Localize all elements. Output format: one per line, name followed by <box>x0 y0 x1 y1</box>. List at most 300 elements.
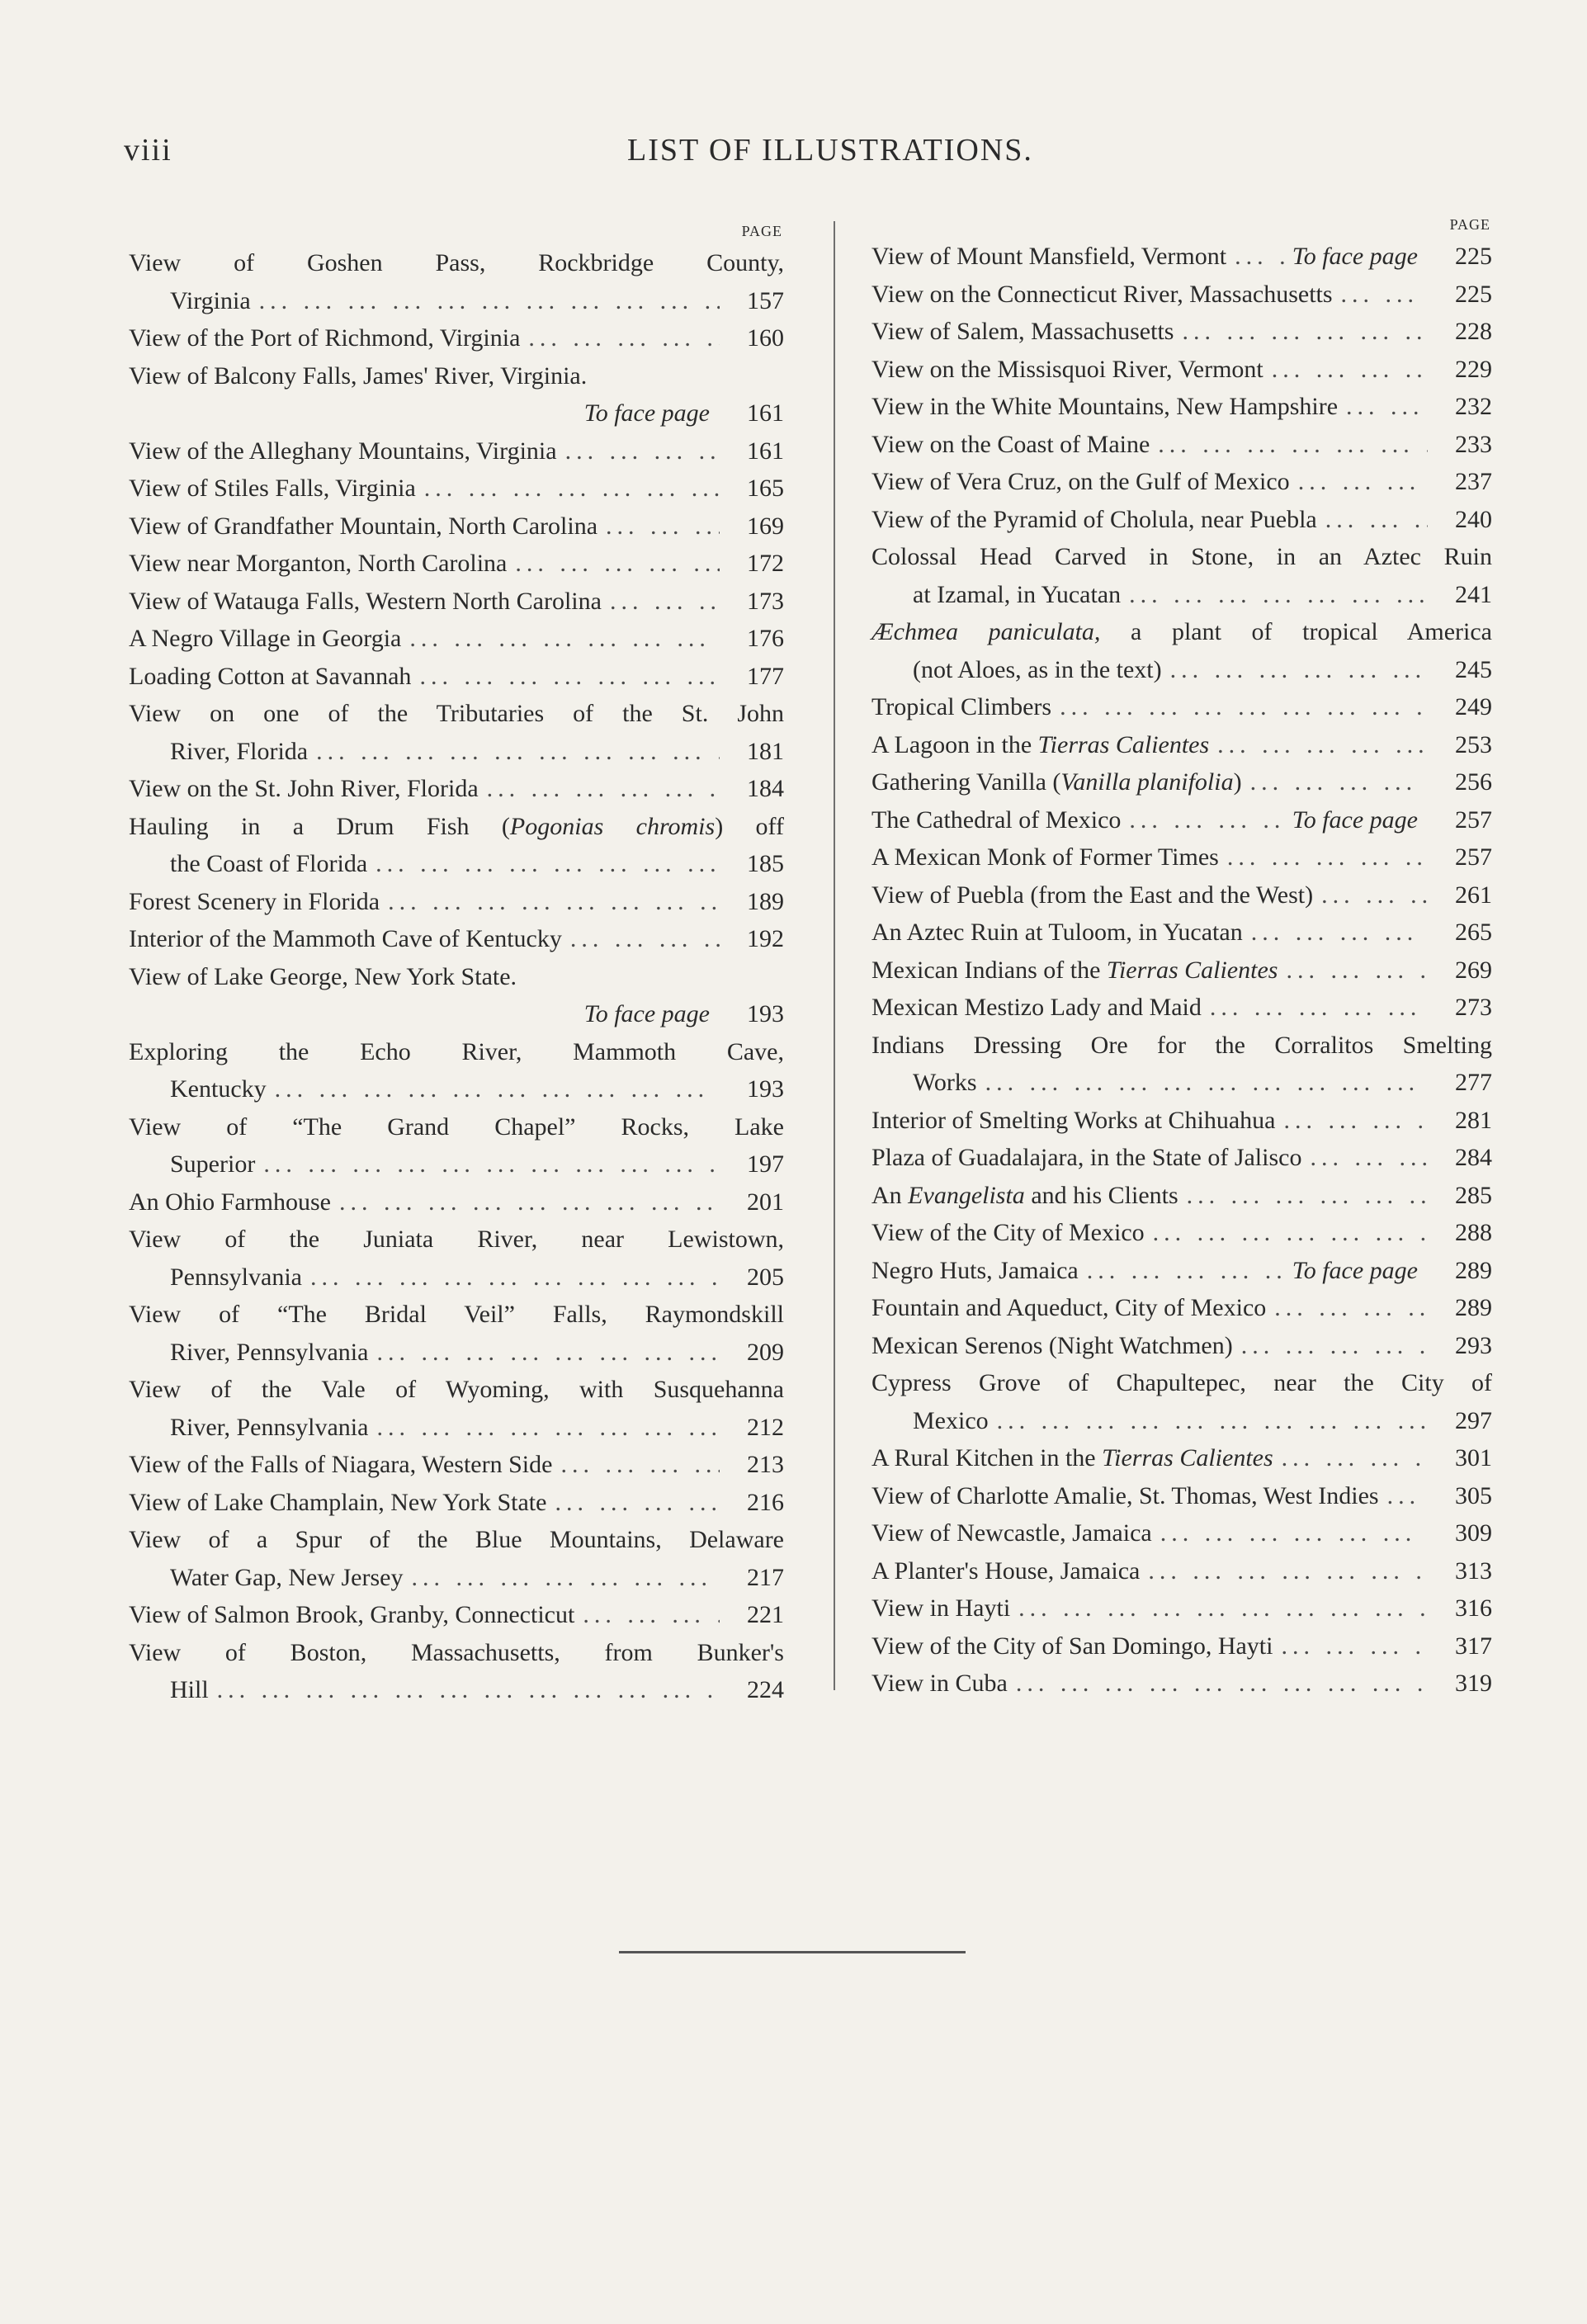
page-number: 224 <box>747 1676 784 1703</box>
dot-leader <box>1321 876 1428 914</box>
entry-continuation-line <box>129 394 784 432</box>
illustration-entry <box>129 1484 784 1522</box>
entry-line <box>871 313 1492 351</box>
illustration-entry <box>129 508 784 546</box>
entry-line <box>871 1665 1492 1703</box>
page-number: 297 <box>1455 1406 1492 1434</box>
page-number: 305 <box>1455 1481 1492 1509</box>
page-number: 313 <box>1455 1556 1492 1585</box>
illustration-entry <box>129 357 784 432</box>
entry-title: View on the St. John River, Florida <box>129 775 479 802</box>
page-number: 193 <box>747 1075 784 1103</box>
entry-title: Indians Dressing Ore for the Corralitos Smelting <box>871 1031 1492 1059</box>
entry-line <box>871 351 1492 389</box>
illustration-entry <box>129 808 784 883</box>
entry-title: View of Stiles Falls, Virginia <box>129 475 416 502</box>
illustration-entry <box>129 1183 784 1221</box>
dot-leader <box>560 1446 720 1484</box>
entry-line <box>129 620 784 658</box>
entry-line <box>129 583 784 621</box>
dot-leader <box>1310 1139 1428 1177</box>
page-number: 177 <box>747 662 784 690</box>
entry-title: View of Charlotte Amalie, St. Thomas, West Indies <box>871 1481 1379 1509</box>
entry-line <box>129 1521 784 1559</box>
dot-leader <box>555 1484 720 1522</box>
illustration-entry <box>129 658 784 696</box>
entry-line <box>129 1108 784 1146</box>
entry-title: View on the Connecticut River, Massachusetts <box>871 280 1333 308</box>
entry-title: View of “The Bridal Veil” Falls, Raymondskill <box>129 1301 784 1328</box>
dot-leader <box>1346 388 1428 426</box>
entry-continuation-line <box>129 1671 784 1709</box>
illustration-list-left <box>129 244 784 1709</box>
entry-continuation-line <box>129 1409 784 1447</box>
illustration-entry <box>129 1521 784 1596</box>
entry-title <box>871 613 1492 651</box>
entry-continuation-line <box>129 733 784 771</box>
entry-title: View of Newcastle, Jamaica <box>871 1519 1152 1547</box>
illustration-entry <box>871 801 1492 839</box>
page-number: 225 <box>1455 243 1492 270</box>
entry-title: Mexican Serenos (Night Watchmen) <box>871 1331 1233 1359</box>
entry-title-text: Hauling in a Drum Fish ( <box>129 812 510 840</box>
entry-title: Mexican Mestizo Lady and Maid <box>871 994 1202 1021</box>
illustration-entry <box>129 1108 784 1183</box>
entry-line <box>129 432 784 470</box>
page-number: 212 <box>747 1413 784 1441</box>
entry-line <box>129 770 784 808</box>
page-number: 225 <box>1455 280 1492 308</box>
entry-title-italic: Tierras Calientes <box>1037 730 1210 758</box>
entry-line <box>871 426 1492 464</box>
illustration-entry <box>871 1327 1492 1365</box>
entry-line <box>871 463 1492 501</box>
entry-line <box>871 388 1492 426</box>
entry-line <box>871 1477 1492 1515</box>
entry-title-italic: Tierras Calientes <box>1102 1444 1273 1471</box>
page-number: 265 <box>1455 919 1492 946</box>
entry-line <box>129 1033 784 1071</box>
entry-title: Negro Huts, Jamaica <box>871 1256 1079 1284</box>
page-number: 189 <box>747 887 784 915</box>
entry-title: Colossal Head Carved in Stone, in an Aztec Ruin <box>871 543 1492 570</box>
entry-title-continued: Mexico <box>913 1406 989 1434</box>
page-number: 261 <box>1455 881 1492 909</box>
dot-leader <box>610 583 720 621</box>
entry-line <box>871 1364 1492 1402</box>
illustration-entry <box>871 1514 1492 1552</box>
dot-leader <box>375 845 720 883</box>
page-number: 193 <box>747 1000 784 1027</box>
entry-title <box>871 952 1278 990</box>
dot-leader <box>1153 1214 1428 1252</box>
entry-title-continued: Virginia <box>170 286 251 314</box>
illustration-entry <box>129 244 784 319</box>
entry-line <box>871 1439 1492 1477</box>
dot-leader <box>1129 801 1283 839</box>
entry-line <box>129 1446 784 1484</box>
dot-leader <box>1250 763 1428 801</box>
dot-leader <box>259 282 720 320</box>
entry-title: An Ohio Farmhouse <box>129 1188 331 1216</box>
dot-leader <box>1129 576 1428 614</box>
dot-leader <box>419 658 720 696</box>
page-number: 256 <box>1455 768 1492 796</box>
page-number: 157 <box>747 286 784 314</box>
entry-line <box>871 801 1492 839</box>
entry-title: View of Salmon Brook, Granby, Connecticut <box>129 1601 575 1628</box>
entry-title-continued: Pennsylvania <box>170 1263 302 1291</box>
entry-title: View of Grandfather Mountain, North Carolina <box>129 512 598 540</box>
entry-line <box>871 1589 1492 1627</box>
illustration-entry <box>871 613 1492 688</box>
end-rule <box>619 1951 966 1953</box>
illustration-entry <box>129 545 784 583</box>
illustration-entry <box>871 463 1492 501</box>
entry-title-continued: at Izamal, in Yucatan <box>913 580 1122 608</box>
entry-title <box>871 1439 1273 1477</box>
entry-title: View of the Juniata River, near Lewistown, <box>129 1226 784 1253</box>
entry-continuation-line <box>129 1259 784 1297</box>
page-number: 201 <box>747 1188 784 1216</box>
page-number: 216 <box>747 1488 784 1516</box>
entry-title: Plaza of Guadalajara, in the State of Jalisco <box>871 1144 1302 1171</box>
dot-leader <box>376 1409 720 1447</box>
page-column-heading: PAGE <box>741 223 782 239</box>
page-number: 161 <box>747 399 784 427</box>
entry-title: View of the Pyramid of Cholula, near Puebla <box>871 505 1317 533</box>
entry-line <box>871 276 1492 314</box>
dot-leader <box>1274 1289 1428 1327</box>
page-number: 221 <box>747 1601 784 1628</box>
page-number: 285 <box>1455 1181 1492 1209</box>
entry-line <box>129 545 784 583</box>
illustration-entry <box>871 313 1492 351</box>
entry-title-continued: (not Aloes, as in the text) <box>913 655 1162 683</box>
entry-title: Cypress Grove of Chapultepec, near the City of <box>871 1369 1492 1396</box>
illustration-entry <box>871 1589 1492 1627</box>
entry-title-continued: Hill <box>170 1676 209 1703</box>
page-number: 289 <box>1455 1294 1492 1321</box>
entry-title: View of Goshen Pass, Rockbridge County, <box>129 249 784 276</box>
page-number: 277 <box>1455 1069 1492 1096</box>
page-number: 209 <box>747 1338 784 1366</box>
entry-title-continued: Works <box>913 1069 977 1096</box>
entry-title-italic: Tierras Calientes <box>1106 956 1278 984</box>
page-number: 293 <box>1455 1331 1492 1359</box>
entry-title: View in Hayti <box>871 1594 1011 1622</box>
entry-title-continued: Superior <box>170 1150 256 1178</box>
illustration-entry <box>871 1364 1492 1439</box>
entry-line <box>129 1183 784 1221</box>
dot-leader <box>1298 463 1428 501</box>
dot-leader <box>1148 1552 1428 1590</box>
running-title: LIST OF ILLUSTRATIONS. <box>627 133 1033 168</box>
illustration-entry <box>871 276 1492 314</box>
to-face-page-note: To face page <box>1292 243 1418 270</box>
dot-leader <box>409 620 720 658</box>
page-number: 316 <box>1455 1594 1492 1622</box>
entry-title <box>871 726 1209 764</box>
page-number: 173 <box>747 587 784 615</box>
page-number: 161 <box>747 437 784 465</box>
entry-title: View of Watauga Falls, Western North Carolina <box>129 587 602 615</box>
entry-line <box>129 470 784 508</box>
dot-leader <box>1170 651 1428 689</box>
entry-title-text: A Lagoon in the <box>871 730 1038 758</box>
dot-leader <box>1217 726 1428 764</box>
entry-title <box>871 763 1242 801</box>
entry-title: View of the Falls of Niagara, Western Side <box>129 1451 553 1478</box>
entry-title: An Aztec Ruin at Tuloom, in Yucatan <box>871 919 1243 946</box>
entry-title: View of Boston, Massachusetts, from Bunker's <box>129 1638 784 1666</box>
entry-line <box>129 357 784 395</box>
entry-title-italic: Pogonias chromis <box>509 812 716 840</box>
entry-line <box>871 1627 1492 1665</box>
dot-leader <box>1283 1102 1428 1140</box>
dot-leader <box>1325 501 1428 539</box>
entry-line <box>129 319 784 357</box>
illustration-entry <box>871 688 1492 726</box>
entry-title <box>129 808 784 846</box>
page-number: 289 <box>1455 1256 1492 1284</box>
entry-title: View in the White Mountains, New Hampshire <box>871 393 1339 420</box>
entry-title: View of the Port of Richmond, Virginia <box>129 324 521 352</box>
entry-line <box>871 1552 1492 1590</box>
illustration-entry <box>129 620 784 658</box>
page-number: 240 <box>1455 505 1492 533</box>
page-number: 213 <box>747 1451 784 1478</box>
dot-leader <box>1182 313 1428 351</box>
illustration-entry <box>129 1446 784 1484</box>
page-number: 253 <box>1455 730 1492 758</box>
entry-line <box>871 238 1492 276</box>
illustration-entry <box>871 838 1492 876</box>
illustration-entry <box>129 883 784 921</box>
dot-leader <box>424 470 720 508</box>
dot-leader <box>1087 1252 1284 1290</box>
page-number: 284 <box>1455 1144 1492 1171</box>
entry-title-text: ) <box>1233 768 1242 796</box>
illustration-entry <box>129 1371 784 1446</box>
dot-leader <box>1272 351 1428 389</box>
entry-title: Exploring the Echo River, Mammoth Cave, <box>129 1037 784 1065</box>
entry-title: View on one of the Tributaries of the St. John <box>129 700 784 727</box>
illustration-entry <box>871 1139 1492 1177</box>
dot-leader <box>515 545 720 583</box>
dot-leader <box>1282 1439 1428 1477</box>
entry-title: View of Lake George, New York State. <box>129 962 517 990</box>
entry-line <box>871 1289 1492 1327</box>
page-number: 249 <box>1455 693 1492 720</box>
left-column <box>129 216 784 1709</box>
entry-title-continued: Water Gap, New Jersey <box>170 1563 404 1591</box>
page-number: 160 <box>747 324 784 352</box>
illustration-entry <box>129 1033 784 1108</box>
dot-leader <box>339 1183 720 1221</box>
dot-leader <box>1158 426 1428 464</box>
illustration-entry <box>871 1177 1492 1215</box>
illustration-entry <box>129 432 784 470</box>
page-number: 185 <box>747 850 784 877</box>
entry-title: A Negro Village in Georgia <box>129 625 402 652</box>
illustration-entry <box>871 1552 1492 1590</box>
entry-title: View on the Missisquoi River, Vermont <box>871 355 1263 383</box>
illustration-list-right <box>871 238 1492 1703</box>
illustration-entry <box>871 763 1492 801</box>
dot-leader <box>1286 952 1428 990</box>
illustration-entry <box>129 695 784 770</box>
entry-line <box>871 1027 1492 1065</box>
dot-leader <box>411 1559 720 1597</box>
entry-title-text: Mexican Indians of the <box>871 956 1107 984</box>
entry-title-text: and his Clients <box>1024 1181 1178 1209</box>
entry-title: View of Salem, Massachusetts <box>871 318 1174 345</box>
page-number: 288 <box>1455 1219 1492 1246</box>
entry-line <box>129 1371 784 1409</box>
entry-line <box>129 658 784 696</box>
entry-line <box>871 613 1492 651</box>
dot-leader <box>388 883 720 921</box>
entry-line <box>871 952 1492 990</box>
illustration-entry <box>871 238 1492 276</box>
page-number: 229 <box>1455 355 1492 383</box>
dot-leader <box>570 920 720 958</box>
entry-title-text: An <box>871 1181 909 1209</box>
illustration-entry <box>129 583 784 621</box>
entry-line <box>129 1596 784 1634</box>
dot-leader <box>565 432 720 470</box>
entry-line <box>871 1327 1492 1365</box>
entry-title: View of “The Grand Chapel” Rocks, Lake <box>129 1112 784 1141</box>
illustration-entry <box>871 1027 1492 1102</box>
entry-title: View of the Vale of Wyoming, with Susquehanna <box>129 1376 784 1403</box>
dot-leader <box>1187 1177 1428 1215</box>
page-number: 205 <box>747 1263 784 1291</box>
illustration-entry <box>871 538 1492 613</box>
entry-title-continued: River, Pennsylvania <box>170 1413 369 1441</box>
illustration-entry <box>129 470 784 508</box>
entry-line <box>871 1214 1492 1252</box>
entry-line <box>129 883 784 921</box>
illustration-entry <box>871 914 1492 952</box>
page-folio: viii <box>124 133 172 168</box>
entry-title: View of Balcony Falls, James' River, Virginia. <box>129 361 588 390</box>
page-number: 184 <box>747 775 784 802</box>
illustration-entry <box>871 1627 1492 1665</box>
illustration-entry <box>129 1296 784 1371</box>
dot-leader <box>1235 238 1284 276</box>
page-number: 233 <box>1455 430 1492 458</box>
dot-leader <box>217 1671 720 1709</box>
page-number: 232 <box>1455 393 1492 420</box>
entry-title: View of Mount Mansfield, Vermont <box>871 243 1227 270</box>
entry-continuation-line <box>129 1334 784 1372</box>
page-number: 257 <box>1455 843 1492 871</box>
entry-title: Loading Cotton at Savannah <box>129 662 412 690</box>
dot-leader <box>985 1064 1428 1102</box>
illustration-entry <box>129 958 784 1033</box>
entry-title-continued: River, Florida <box>170 737 309 765</box>
page-number: 165 <box>747 475 784 502</box>
entry-line <box>129 1634 784 1672</box>
illustration-entry <box>871 1439 1492 1477</box>
illustration-entry <box>871 726 1492 764</box>
dot-leader <box>997 1402 1428 1440</box>
dot-leader <box>275 1070 720 1108</box>
illustration-entry <box>129 770 784 808</box>
entry-line <box>871 726 1492 764</box>
entry-line <box>129 808 784 846</box>
entry-title-italic: Evangelista <box>908 1181 1025 1209</box>
entry-title-text: ) off <box>715 812 785 840</box>
entry-title: View of the City of Mexico <box>871 1219 1145 1246</box>
page-number: 319 <box>1455 1670 1492 1697</box>
entry-line <box>871 876 1492 914</box>
illustration-entry <box>871 1665 1492 1703</box>
entry-continuation-line <box>129 282 784 320</box>
entry-line <box>871 989 1492 1027</box>
entry-title: View of Lake Champlain, New York State <box>129 1488 547 1516</box>
entry-title: Interior of Smelting Works at Chihuahua <box>871 1106 1276 1134</box>
entry-continuation-line <box>871 651 1492 689</box>
entry-title: Forest Scenery in Florida <box>129 887 380 915</box>
illustration-entry <box>871 1477 1492 1515</box>
page-number: 269 <box>1455 956 1492 984</box>
entry-title-text: a plant of tropical America <box>1100 618 1492 645</box>
illustration-entry <box>129 920 784 958</box>
entry-continuation-line <box>129 845 784 883</box>
entry-line <box>129 1296 784 1334</box>
dot-leader <box>1251 914 1428 952</box>
column-divider <box>834 221 835 1690</box>
dot-leader <box>263 1145 720 1183</box>
entry-title-continued: Kentucky <box>170 1075 267 1103</box>
entry-continuation-line <box>129 1070 784 1108</box>
illustration-entry <box>871 1289 1492 1327</box>
entry-continuation-line <box>129 1145 784 1183</box>
entry-line <box>129 958 784 996</box>
page-number: 217 <box>747 1563 784 1591</box>
entry-title: View of Vera Cruz, on the Gulf of Mexico <box>871 468 1290 495</box>
to-face-page-note: To face page <box>1292 1256 1418 1284</box>
entry-title: View in Cuba <box>871 1670 1008 1697</box>
illustration-entry <box>129 1596 784 1634</box>
entry-line <box>129 920 784 958</box>
page-number: 192 <box>747 925 784 952</box>
page-number: 309 <box>1455 1519 1492 1547</box>
illustration-entry <box>871 952 1492 990</box>
entry-title: Interior of the Mammoth Cave of Kentucky <box>129 925 562 952</box>
entry-continuation-line <box>129 1559 784 1597</box>
entry-title-text: Gathering Vanilla ( <box>871 768 1061 796</box>
page-number: 257 <box>1455 805 1492 834</box>
dot-leader <box>1060 688 1428 726</box>
entry-title: View of a Spur of the Blue Mountains, Delaware <box>129 1526 784 1553</box>
entry-title: A Mexican Monk of Former Times <box>871 843 1219 871</box>
page-column-heading: PAGE <box>1449 216 1490 233</box>
dot-leader <box>583 1596 720 1634</box>
illustration-entry <box>871 501 1492 539</box>
page-number: 245 <box>1455 655 1492 683</box>
illustration-entry <box>129 1221 784 1296</box>
entry-title: View on the Coast of Maine <box>871 430 1150 458</box>
entry-title: Tropical Climbers <box>871 693 1052 720</box>
entry-line <box>871 838 1492 876</box>
entry-continuation-line <box>871 1402 1492 1440</box>
entry-title: View of the Alleghany Mountains, Virginia <box>129 437 557 465</box>
illustration-entry <box>871 388 1492 426</box>
